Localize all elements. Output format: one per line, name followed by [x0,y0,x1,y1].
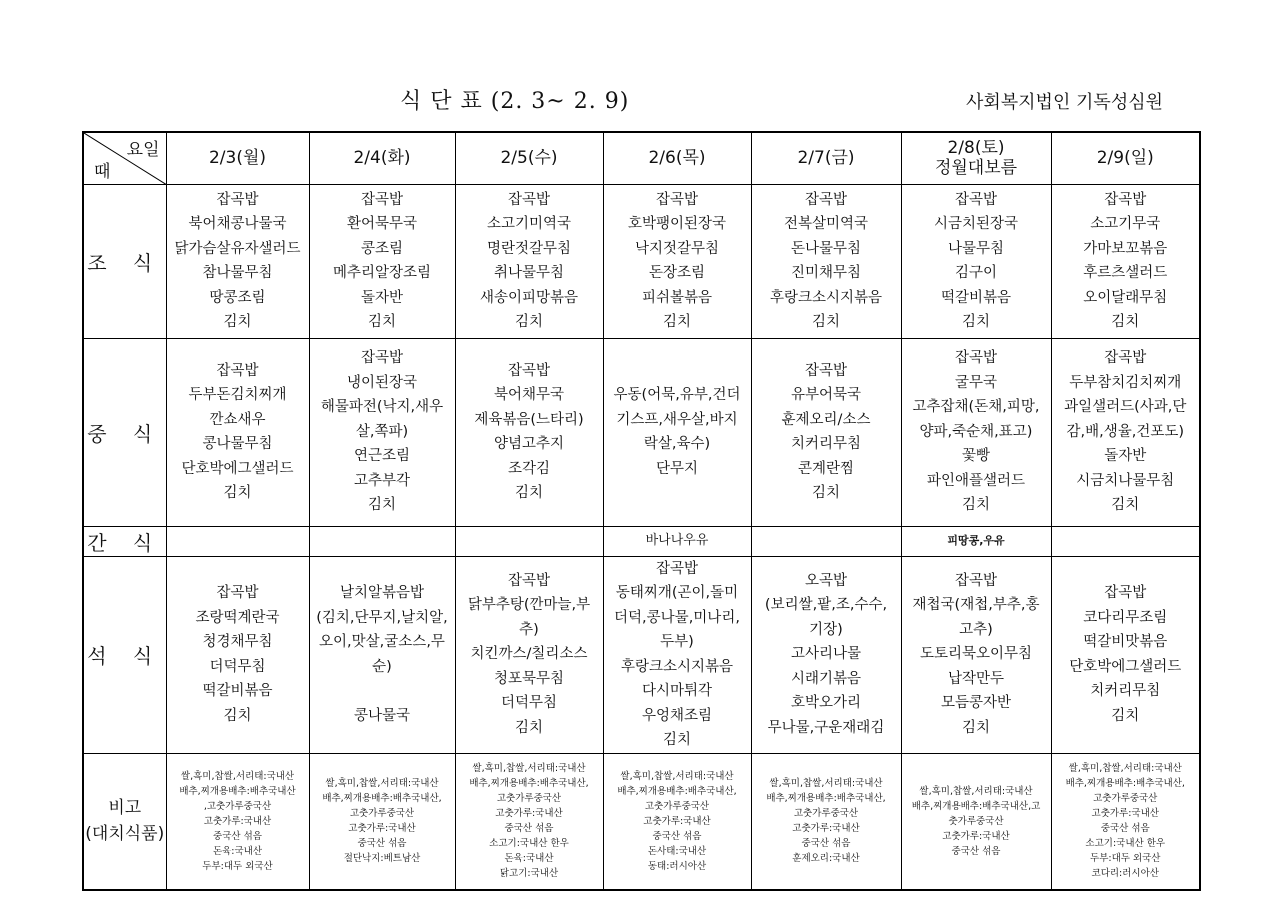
menu-item: 김치 [223,707,252,724]
menu-item: 잡곡밥 [954,350,998,367]
menu-item: 잡곡밥 [804,362,848,379]
menu-item: 김치 [514,485,543,501]
lunch-row [83,338,1200,526]
menu-item: 파인애플샐러드 [926,472,1026,489]
menu-item: 시래기볶음 [790,670,862,687]
menu-item: 호박팽이된장국 [627,216,727,232]
menu-item: 배추,찌개용배추:배추국내산, [617,785,737,797]
menu-item: 시금치된장국 [933,216,1019,232]
notes-cell [751,753,901,890]
menu-item: 납작만두 [947,670,1005,687]
menu-item: 돈육:국내산 [504,853,554,865]
menu-item: 기장) [809,621,843,638]
day-header: 2/6(목) [603,132,751,184]
menu-item: 중국산 섞음 [801,838,851,850]
menu-item: 고춧가루중국산 [644,800,710,812]
menu-item: 잡곡밥 [360,350,404,367]
menu-item: 모듬콩자반 [940,695,1012,712]
menu-item: 고춧가루:국내산 [1091,808,1159,820]
snack-cell [166,526,309,556]
menu-item: 두부:대두 외국산 [202,860,273,872]
menu-item: 더덕무침 [500,695,558,712]
menu-cell [751,556,901,753]
menu-item: 김치 [223,485,252,501]
menu-item: 김치 [811,314,840,330]
menu-item: 재첩국(재첩,부추,홍 [912,597,1040,614]
menu-item: 중국산 섞음 [951,845,1001,857]
menu-item: 오곡밥 [804,572,848,589]
menu-cell [166,338,309,526]
menu-cell [901,556,1051,753]
menu-item: 돈사태:국내산 [647,845,707,857]
menu-item: (김치,단무지,날치알, [316,609,448,626]
menu-item: 단호박에그샐러드 [1069,658,1182,675]
menu-item: 쌀,흑미,찹쌀,서리태:국내산 [472,763,586,775]
menu-item: 날치알볶음밥 [339,585,425,601]
menu-item: 청경채무침 [202,634,273,650]
menu-item: 고춧가루:국내산 [792,823,860,835]
menu-item: 김치 [223,314,252,330]
menu-item: 양파,죽순채,표고) [919,423,1033,440]
day-header: 2/5(수) [455,132,603,184]
menu-item: 조각김 [507,460,551,477]
menu-item: 동태:러시아산 [647,860,707,872]
menu-item: 김치 [662,314,691,330]
meal-label-dinner: 석 식 [83,556,166,753]
organization-name: 사회복지법인 기독성심원 [966,92,1163,113]
menu-item: 고춧가루:국내산 [643,815,711,827]
menu-item: 조랑떡계란국 [195,609,280,626]
menu-item: 닭가슴살유자샐러드 [174,240,301,257]
menu-cell [455,556,603,753]
menu-item: 김치 [811,485,840,501]
menu-item: 돌자반 [1104,448,1147,465]
header-row [83,132,1200,184]
snack-cell [455,526,603,556]
menu-item: 돌자반 [360,289,404,306]
menu-item: 배추,찌개용배추:배추국내산 [179,785,296,797]
menu-item: 코다리무조림 [1083,609,1168,626]
menu-item: 잡곡밥 [1104,585,1147,601]
menu-item: 두부:대두 외국산 [1090,853,1161,865]
menu-item: 굴무국 [954,374,998,391]
menu-item: 쌀,흑미,찹쌀,서리태:국내산 [620,770,734,782]
day-header: 2/4(화) [309,132,455,184]
menu-item: 중국산 섞음 [213,830,262,842]
snack-cell: 바나나우유 [603,526,751,556]
notes-cell [455,753,603,890]
menu-item: 오이,맛살,굴소스,무 [319,634,445,650]
menu-item: 고추부각 [353,472,411,489]
menu-item: 고춧가루중국산 [1093,793,1158,805]
menu-item: 유부어묵국 [790,387,862,403]
menu-item: 김치 [514,719,543,736]
menu-item: 쌀,흑미,찹쌀,서리태:국내산 [1068,763,1182,775]
menu-item: 잡곡밥 [954,191,998,208]
menu-item: 우엉채조림 [641,707,713,724]
menu-item: 떡갈비볶음 [940,289,1012,306]
menu-cell [1051,338,1200,526]
snack-row [83,526,1200,556]
menu-item: 낙지젓갈무침 [634,240,720,257]
menu-item: 김치 [367,497,396,514]
menu-cell [603,556,751,753]
menu-item: 환어묵무국 [346,216,418,232]
menu-item: 쌀,흑미,찹쌀,서리태:국내산 [919,785,1033,797]
menu-item: 더덕무침 [209,658,266,675]
menu-item: 치킨까스/칠리소스 [470,646,588,663]
menu-item [310,679,455,704]
meal-label-notes: 비고 (대치식품) [83,753,166,890]
menu-cell [455,338,603,526]
snack-cell [751,526,901,556]
menu-item: 중국산 섞음 [1100,823,1150,835]
menu-item: 김치 [514,314,543,330]
menu-item: 우동(어묵,유부,건더 [613,387,741,403]
breakfast-row [83,184,1200,338]
menu-item: 동태찌개(곤이,돌미 [615,585,739,601]
corner-cell [83,132,166,184]
menu-item: 해물파전(낙지,새우 [320,399,444,416]
menu-item: 잡곡밥 [507,191,551,208]
menu-item: 제육볶음(느타리) [474,411,584,428]
menu-item: 가마보꼬볶음 [1083,240,1168,257]
menu-item: 잡곡밥 [216,585,259,601]
menu-item: 추) [519,621,539,638]
page-title: 식 단 표 (2. 3~ 2. 9) [400,89,630,114]
menu-item: 고춧가루:국내산 [203,815,272,827]
menu-item: 쌀,흑미,찹쌀,서리태:국내산 [769,778,883,790]
menu-item: 호박오가리 [790,695,862,712]
menu-item: 살,쪽파) [355,423,409,440]
menu-item: 두부) [660,634,694,650]
menu-item: 훈제오리:국내산 [792,853,860,865]
menu-item: 땅콩조림 [209,289,266,306]
menu-item: 잡곡밥 [655,560,699,577]
menu-item: 시금치나물무침 [1076,472,1175,489]
menu-cell [751,184,901,338]
menu-item: 돈육:국내산 [212,845,263,857]
dinner-row [83,556,1200,753]
menu-item: 꽃빵 [961,448,990,465]
menu-cell [166,556,309,753]
menu-item: 고춧가루:국내산 [348,823,416,835]
menu-item: 잡곡밥 [507,362,551,379]
menu-item: 나물무침 [947,240,1005,257]
menu-item: 김구이 [954,265,998,281]
menu-item: 쌀,흑미,찹쌀,서리태:국내산 [325,778,439,790]
menu-item: 피쉬볼볶음 [641,289,713,306]
menu-item: 진미채무침 [790,265,862,281]
menu-item: 잡곡밥 [954,572,998,589]
menu-item: (보리쌀,팥,조,수수, [764,597,888,614]
menu-item: 김치 [1111,707,1140,724]
menu-cell [309,184,455,338]
menu-item: 떡갈비볶음 [202,683,273,699]
menu-item: 고사리나물 [790,646,862,663]
menu-item: 절단낙지:베트남산 [343,853,421,865]
menu-item: 락살,육수) [643,436,711,452]
snack-cell: 피땅콩,우유 [901,526,1051,556]
notes-cell [166,753,309,890]
menu-item: 돈나물무침 [790,240,862,257]
menu-item: 도토리묵오이무침 [919,646,1033,663]
menu-item: 콩나물무침 [202,436,273,452]
menu-item: 김치 [961,719,990,736]
menu-item: 양념고추지 [493,436,565,452]
menu-item: 잡곡밥 [1104,350,1147,367]
day-header: 2/9(일) [1051,132,1200,184]
menu-item: 연근조림 [353,448,411,465]
menu-item: 두부돈김치찌개 [188,387,287,403]
menu-cell [309,556,455,753]
menu-item: ,고춧가루중국산 [203,800,272,812]
menu-item: 냉이된장국 [346,374,418,391]
notes-cell [603,753,751,890]
menu-cell [1051,184,1200,338]
menu-item: 배추,찌개용배추:배추국내산, [1065,778,1185,790]
menu-item: 북어채콩나물국 [188,216,287,232]
menu-item: 쌀,흑미,찹쌀,서리태:국내산 [180,770,295,782]
menu-item: 고춧가루중국산 [349,808,415,820]
snack-cell [309,526,455,556]
notes-row [83,753,1200,890]
menu-cell [309,338,455,526]
menu-item: 다시마튀각 [641,683,713,699]
menu-item: 순) [372,658,392,675]
corner-label-day: 요일 [126,140,160,160]
menu-item: 중국산 섞음 [652,830,702,842]
menu-item: 단무지 [655,460,699,477]
menu-item: 고춧가루중국산 [496,793,562,805]
menu-item: 참나물무침 [202,265,273,281]
menu-item: 고춧가루:국내산 [942,830,1010,842]
menu-item: 배추,찌개용배추:배추국내산, [766,793,886,805]
menu-item: 콘계란찜 [797,460,855,477]
menu-item: 두부참치김치찌개 [1069,374,1182,391]
menu-item: 치커리무침 [1090,683,1161,699]
menu-item: 후랑크소시지볶음 [769,289,883,306]
menu-item: 춧가루중국산 [948,815,1004,827]
menu-item: 잡곡밥 [360,191,404,208]
menu-item: 오이달래무침 [1083,289,1168,306]
menu-item: 배추,찌개용배추:배추국내산, [469,778,589,790]
menu-item: 잡곡밥 [216,362,259,379]
menu-item: 과일샐러드(사과,단 [1064,399,1187,416]
menu-item: 더덕,콩나물,미나리, [614,609,740,626]
menu-item: 김치 [662,732,691,748]
menu-item: 새송이피망볶음 [479,289,579,306]
menu-cell [603,184,751,338]
menu-item: 고춧가루중국산 [793,808,859,820]
menu-cell [1051,556,1200,753]
menu-item: 북어채무국 [493,387,565,403]
menu-item: 단호박에그샐러드 [181,460,294,477]
menu-item: 콩조림 [360,240,404,257]
menu-item: 김치 [961,497,990,514]
notes-cell [309,753,455,890]
menu-cell [166,184,309,338]
menu-item: 후르츠샐러드 [1083,265,1168,281]
menu-cell [901,338,1051,526]
menu-item: 고추) [959,621,993,638]
menu-item: 김치 [1111,314,1140,330]
menu-item: 청포묵무침 [493,670,565,687]
menu-item: 치커리무침 [790,436,862,452]
menu-item: 잡곡밥 [655,191,699,208]
menu-item: 배추,찌개용배추:배추국내산,고 [911,800,1041,812]
menu-item: 후랑크소시지볶음 [620,658,734,675]
menu-item: 기스프,새우살,바지 [616,411,738,428]
menu-item: 전복살미역국 [783,216,869,232]
meal-label-lunch: 중 식 [83,338,166,526]
notes-cell [901,753,1051,890]
menu-item: 소고기:국내산 한우 [1085,838,1166,850]
menu-table [82,131,1201,891]
meal-label-breakfast: 조 식 [83,184,166,338]
meal-label-snack: 간 식 [83,526,166,556]
snack-cell [1051,526,1200,556]
menu-item: 메추리알장조림 [332,265,432,281]
menu-item: 김치 [961,314,990,330]
menu-item: 닭부추탕(깐마늘,부 [467,597,591,614]
day-header: 2/3(월) [166,132,309,184]
menu-cell [455,184,603,338]
day-header: 2/8(토) 정월대보름 [901,132,1051,184]
menu-item: 소고기무국 [1090,216,1161,232]
menu-cell [751,338,901,526]
menu-cell [901,184,1051,338]
notes-cell [1051,753,1200,890]
menu-item: 소고기미역국 [486,216,572,232]
menu-item: 취나물무침 [493,265,565,281]
menu-item: 명란젓갈무침 [486,240,572,257]
menu-item: 떡갈비맛볶음 [1083,634,1168,650]
menu-item: 배추,찌개용배추:배추국내산, [322,793,442,805]
menu-item: 중국산 섞음 [504,823,554,835]
menu-item: 돈장조림 [648,265,706,281]
menu-item: 콩나물국 [353,707,411,724]
menu-item: 김치 [367,314,396,330]
menu-item: 고춧가루:국내산 [495,808,563,820]
menu-item: 무나물,구운재래김 [767,719,885,736]
menu-item: 감,배,생율,건포도) [1066,423,1185,440]
menu-item: 소고기:국내산 한우 [489,838,569,850]
menu-item: 고추잡채(돈채,피망, [912,399,1040,416]
menu-item: 깐쇼새우 [209,411,266,428]
menu-item: 잡곡밥 [507,572,551,589]
menu-item: 잡곡밥 [1104,191,1147,208]
menu-item: 닭고기:국내산 [499,868,559,880]
corner-label-meal: 때 [94,161,111,182]
menu-item: 잡곡밥 [216,191,259,208]
menu-cell [603,338,751,526]
menu-item: 잡곡밥 [804,191,848,208]
day-header: 2/7(금) [751,132,901,184]
menu-item: 훈제오리/소스 [781,411,871,428]
menu-item: 코다리:러시아산 [1091,868,1159,880]
menu-item: 김치 [1111,497,1140,514]
menu-item: 중국산 섞음 [357,838,407,850]
